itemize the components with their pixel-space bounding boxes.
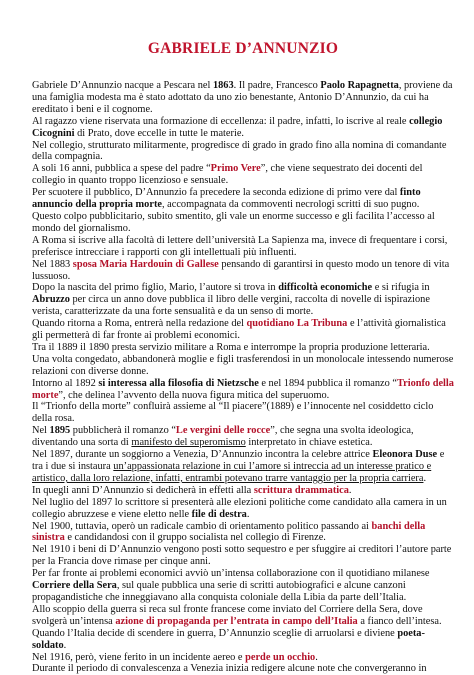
text-run: ”, che delinea l’avvento della nuova figura mitica del superuomo. (58, 389, 330, 401)
text-run: per circa un anno dove pubblica il libro delle vergini, raccolta di novelle di ispirazione verista, caratterizzate da una forte sensualità e da un senso di morte. (32, 294, 430, 318)
text-run: interpretato in chiave estetica. (245, 437, 373, 449)
text-run: A Roma si iscrive alla facoltà di lettere dell’università La Sapienza ma, invece di frequentare i corsi, preferisce intrecciare i rapporti con gli intellettuali più influenti. (32, 234, 448, 258)
text-run: . (423, 472, 427, 484)
text-run: ”, che viene sequestrato dei docenti del collegio in quanto troppo licenzioso e sensuale. (32, 163, 423, 187)
bold-text: difficoltà economiche (278, 282, 373, 294)
highlighted-text: azione di propaganda per l’entrata in campo dell’Italia (115, 615, 358, 627)
text-run: Questo colpo pubblicitario, subito smentito, gli vale un enorme successo e gli facilita l’accesso al mondo del giornalismo. (32, 210, 435, 234)
bold-text: Eleonora Duse (372, 449, 438, 461)
highlighted-text: quotidiano La Tribuna (246, 318, 348, 330)
text-run: e nel 1894 pubblica il romanzo “ (258, 377, 397, 389)
document-body (32, 80, 454, 675)
text-run: Nel collegio, strutturato militarmente, progredisce di grado in grado fino alla nomina di comandante della compagnia. (32, 139, 447, 163)
text-run: e l’attività giornalistica gli permetterà di far fronte ai problemi economici. (32, 318, 446, 342)
text-run: Quando l’Italia decide di scendere in guerra, D’Annunzio sceglie di arruolarsi e diviene (32, 627, 398, 639)
text-run: pubblicherà il romanzo “ (70, 425, 176, 437)
paragraph (32, 663, 454, 675)
text-run: . (63, 639, 67, 651)
bold-text: 1863 (212, 80, 234, 91)
bold-text: 1895 (49, 425, 71, 437)
highlighted-text: sposa Maria Hardouin di Gallese (72, 258, 219, 270)
text-run: Per far fronte ai problemi economici avviò un’intensa collaborazione con il quotidiano milanese (32, 568, 430, 580)
underlined-text: manifesto del superomismo (131, 437, 246, 449)
paragraph (32, 485, 454, 497)
text-run: Dopo la nascita del primo figlio, Mario, l’autore si trova in (32, 282, 279, 294)
text-run: . Il padre, Francesco (233, 80, 321, 91)
highlighted-text: Primo Vere (210, 163, 261, 175)
paragraph (32, 544, 454, 568)
text-run: Gabriele D’Annunzio nacque a Pescara nel (32, 80, 213, 91)
paragraph (32, 425, 454, 449)
text-run: Intorno al 1892 (32, 377, 99, 389)
text-run: Nel 1897, durante un soggiorno a Venezia, D’Annunzio incontra la celebre attrice (32, 449, 373, 461)
paragraph (32, 163, 454, 187)
paragraph (32, 449, 454, 485)
text-run: . (315, 651, 318, 663)
underlined-text: un’appassionata relazione in cui l’amore si intreccia ad un interesse pratico e artistico, dalla loro relazione, infatti, entrambi potevano trarre vantaggio per la propria carriera (32, 461, 432, 484)
text-run: Nel (32, 425, 50, 437)
text-run: Nel 1916, però, viene ferito in un incidente aereo e (32, 651, 246, 663)
paragraph (32, 282, 454, 318)
paragraph (32, 235, 454, 259)
text-run: . (246, 508, 250, 520)
bold-text: file di destra (191, 508, 247, 520)
bold-text: Abruzzo (32, 294, 70, 306)
text-run: Al ragazzo viene riservata una formazione di eccellenza: il padre, infatti, lo iscrive al reale (32, 115, 410, 127)
text-run: A soli 16 anni, pubblica a spese del padre “ (32, 163, 211, 175)
paragraph (32, 80, 454, 116)
paragraph (32, 116, 454, 140)
text-run: Tra il 1889 il 1890 presta servizio militare a Roma e interrompe la propria produzione letteraria. (32, 341, 430, 353)
text-run: di Prato, dove eccelle in tutte le materie. (74, 127, 245, 139)
text-run: a fianco dell’intesa. (357, 615, 442, 627)
paragraph (32, 628, 454, 652)
text-run: , proviene da una famiglia modesta ma è stato adottato da uno zio benestante, Antonio D’Annunzio, da cui ha ereditato i beni e il cognome. (32, 80, 453, 115)
document-title: GABRIELE D’ANNUNZIO (147, 40, 339, 57)
paragraph (32, 318, 454, 342)
text-run: Allo scoppio della guerra si reca sul fronte francese come inviato del Corriere della Sera, dove svolgerà un’intensa (32, 603, 423, 627)
paragraph (32, 187, 454, 211)
paragraph (32, 378, 454, 402)
text-run: In quegli anni D’Annunzio si dedicherà in effetti alla (32, 484, 254, 496)
text-run: pensando di garantirsi in questo modo un tenore di vita lussuoso. (32, 258, 450, 282)
bold-text: Corriere della Sera (32, 580, 117, 592)
text-run: . (348, 484, 352, 496)
text-run: e tra i due si instaura (32, 449, 445, 472)
text-run: Durante il periodo di convalescenza a Venezia inizia redigere alcune note che convergeranno in (32, 663, 427, 675)
paragraph (32, 259, 454, 283)
text-run: Una volta congedato, abbandonerà moglie e figli trasferendosi in un monolocale intessendo numerose relazioni con diverse donne. (32, 353, 454, 377)
text-run: e si rifugia in (372, 282, 430, 294)
highlighted-text: Trionfo della morte (32, 377, 454, 401)
paragraph (32, 568, 454, 604)
text-run: Quando ritorna a Roma, entrerà nella redazione del (32, 318, 247, 330)
text-run: Per scuotere il pubblico, D’Annunzio fa precedere la seconda edizione di primo vere dal (32, 187, 400, 199)
bold-text: finto annuncio della propria morte (32, 187, 421, 211)
paragraph (32, 401, 454, 425)
paragraph (32, 140, 454, 164)
bold-text: poeta-soldato (32, 627, 425, 651)
text-run: ”, che segna una svolta ideologica, diventando una sorta di (32, 425, 414, 449)
bold-text: Paolo Rapagnetta (320, 80, 399, 91)
highlighted-text: banchi della sinistra (32, 520, 426, 544)
paragraph (32, 497, 454, 521)
paragraph (32, 652, 454, 664)
paragraph (32, 354, 454, 378)
highlighted-text: scrittura drammatica (253, 484, 349, 496)
paragraph (32, 521, 454, 545)
text-run: , accompagnata da commoventi necrologi scritti di suo pugno. (161, 199, 420, 211)
bold-text: si interessa alla filosofia di Nietzsche (98, 377, 259, 389)
text-run: Nel luglio del 1897 lo scrittore si presenterà alle elezioni politiche come candidato alla camera in un collegio abruzzese e viene eletto nelle (32, 496, 447, 520)
bold-text: collegio Cicognini (32, 115, 443, 139)
text-run: Nel 1883 (32, 258, 73, 270)
highlighted-text: perde un occhio (245, 651, 316, 663)
text-run: Il “Trionfo della morte” confluirà assieme al “Il piacere”(1889) e l’innocente nel cosiddetto ciclo della rosa. (32, 401, 434, 425)
text-run: Nel 1910 i beni di D’Annunzio vengono posti sotto sequestro e per sfuggire ai creditori l’autore parte per la Francia dove rimase per cinque anni. (32, 544, 452, 568)
paragraph (32, 211, 454, 235)
text-run: Nel 1900, tuttavia, operò un radicale cambio di orientamento politico passando ai (32, 520, 372, 532)
text-run: e candidandosi con il gruppo socialista nel collegio di Firenze. (64, 532, 326, 544)
text-run: , sul quale pubblica una serie di scritti autobiografici e alcune canzoni propagandistiche che inneggiavano alla conquista coloniale della Libia da parte dell’Italia. (32, 580, 407, 603)
highlighted-text: Le vergini delle rocce (175, 425, 271, 437)
paragraph (32, 604, 454, 628)
paragraph (32, 342, 454, 354)
